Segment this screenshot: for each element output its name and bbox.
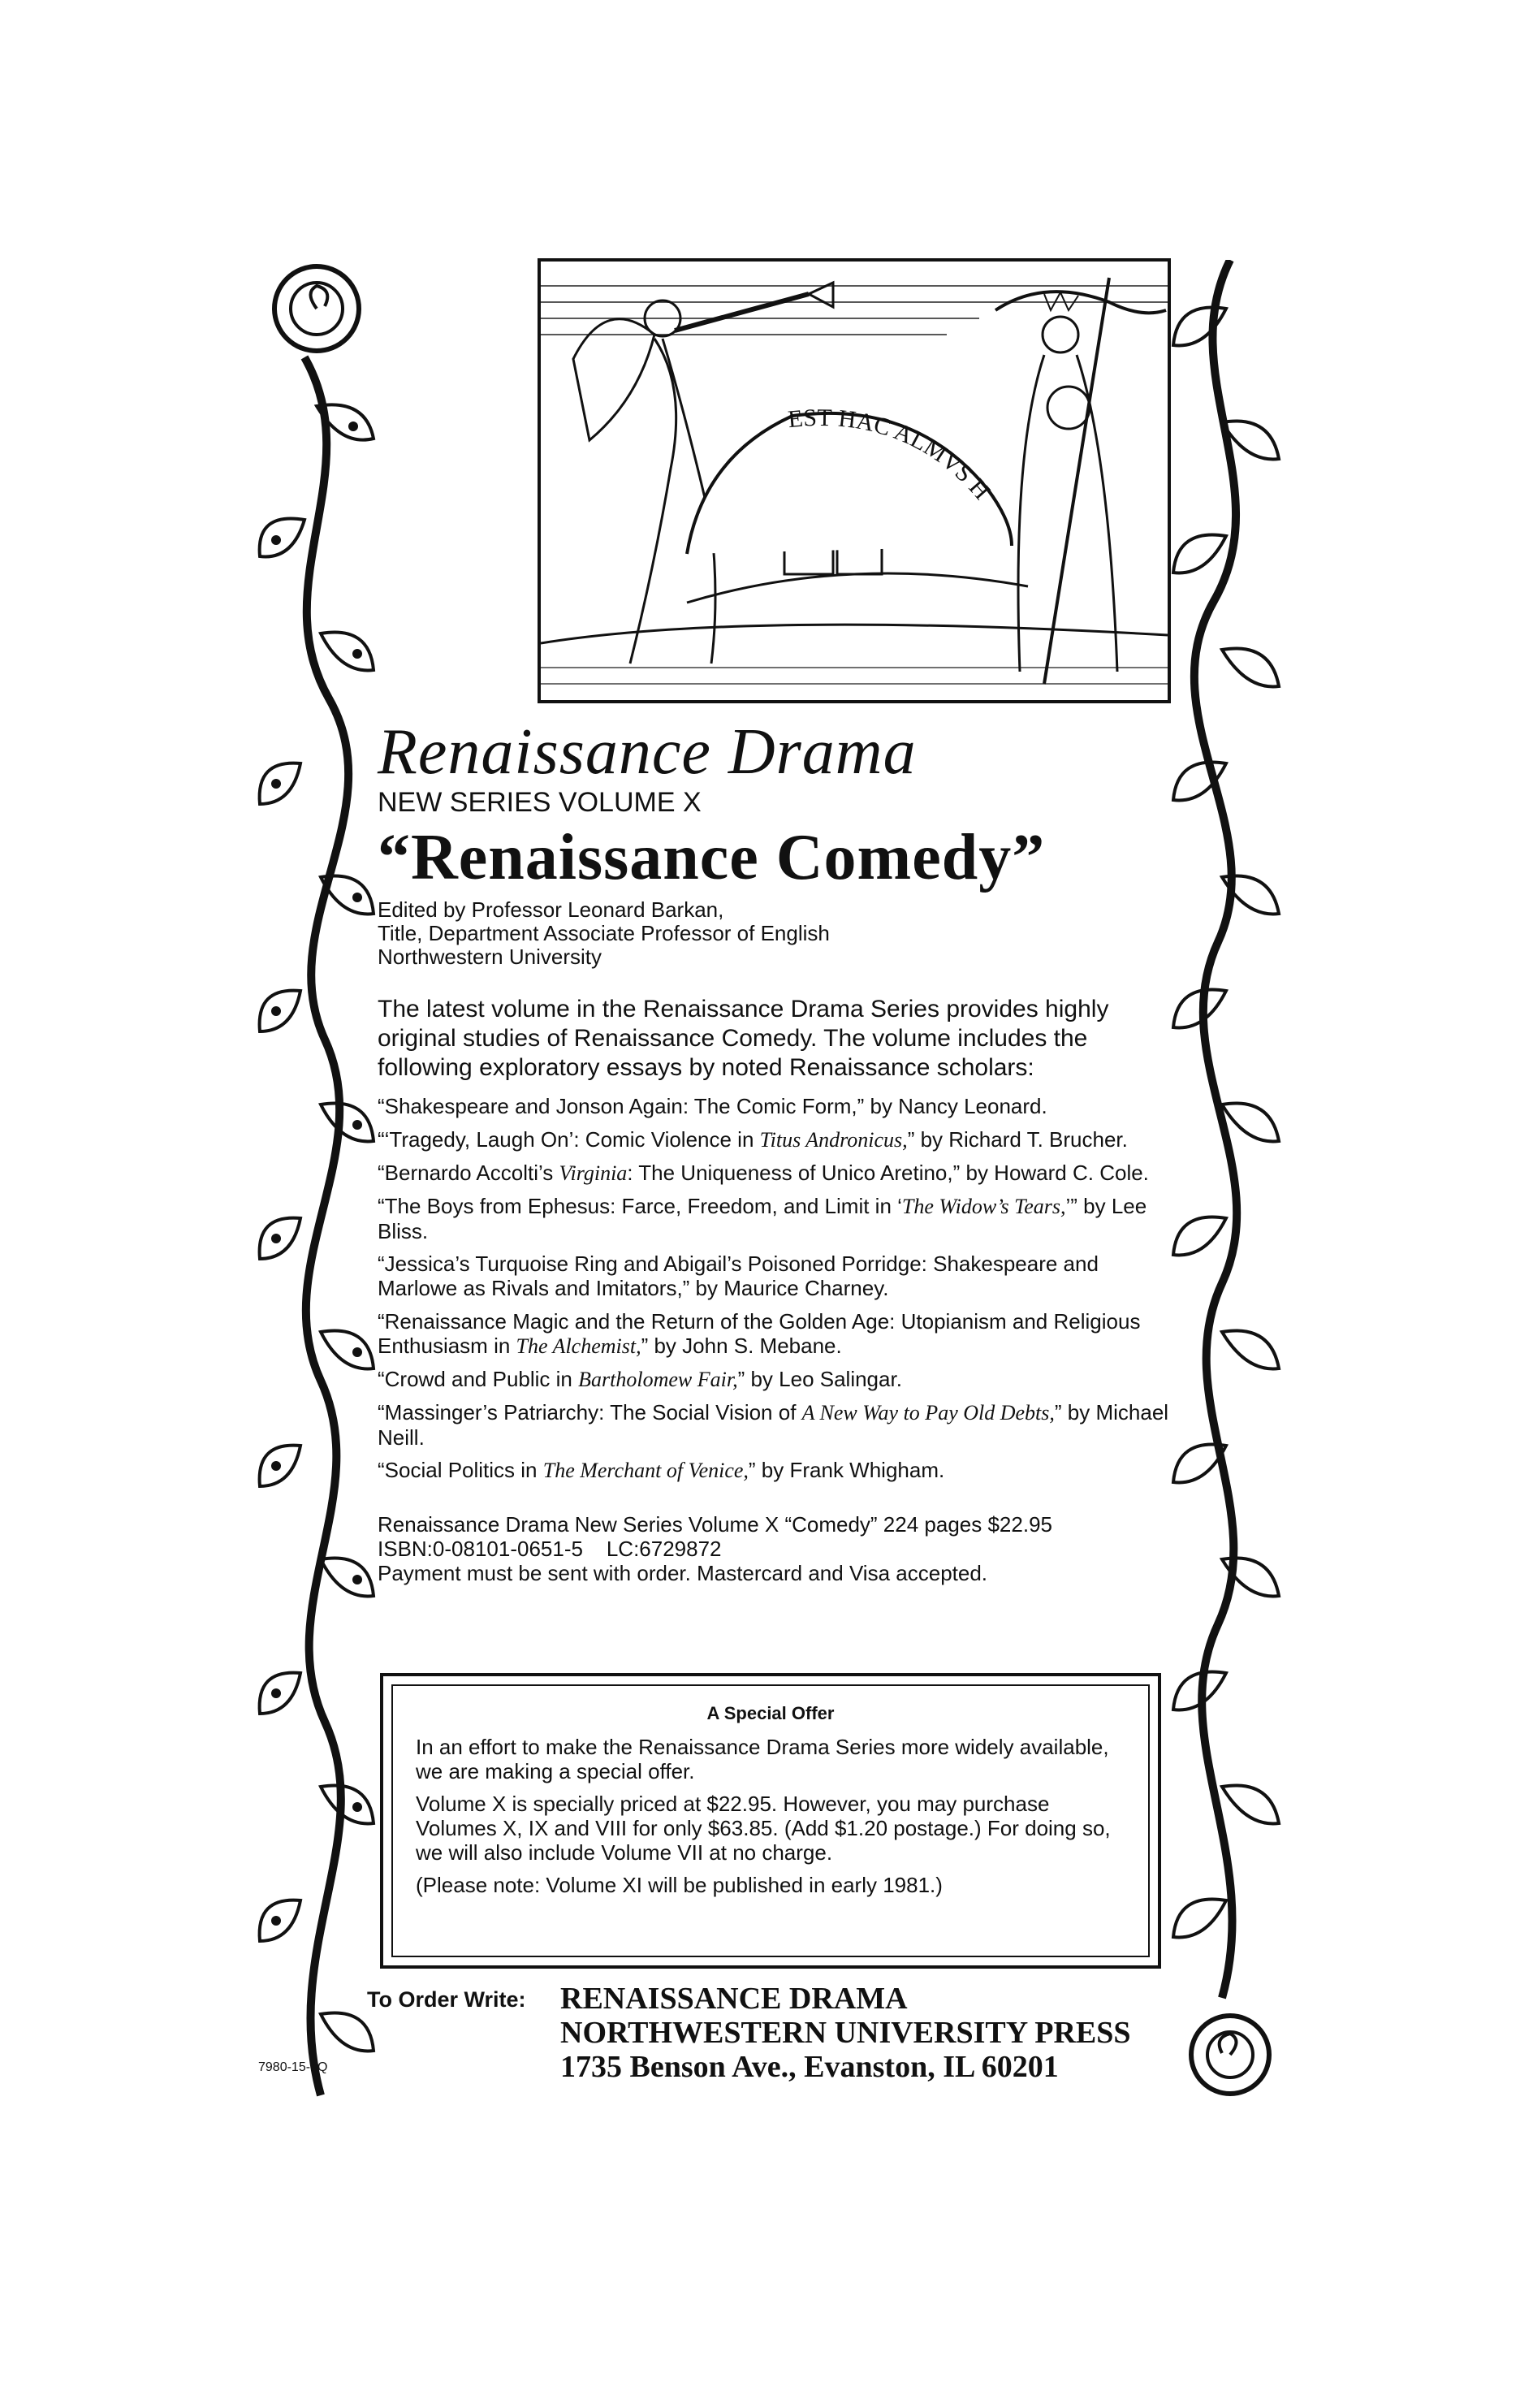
essay-item: “Shakespeare and Jonson Again: The Comic Form,” by Nancy Leonard. — [378, 1094, 1047, 1118]
payment-line: Payment must be sent with order. Mastercard and Visa accepted. — [378, 1561, 988, 1585]
order-address — [560, 1982, 1131, 2084]
goddess-figure — [1018, 278, 1117, 684]
essay-item: “‘Tragedy, Laugh On’: Comic Violence in Titus Andronicus,” by Richard T. Brucher. — [378, 1127, 1128, 1152]
order-label: To Order Write: — [367, 1987, 526, 2012]
right-vine-border — [1165, 260, 1287, 2120]
essay-item: “Jessica’s Turquoise Ring and Abigail’s Poisoned Porridge: Shakespeare and Marlowe as Rivals and Imitators,” by Maurice Charney. — [378, 1252, 1099, 1300]
offer-title: A Special Offer — [706, 1703, 835, 1723]
editor-line: Title, Department Associate Professor of English — [378, 921, 830, 945]
intro-paragraph: The latest volume in the Renaissance Drama Series provides highly original studies of Renaissance Comedy. The volume includes the following exploratory essays by noted Renaissance scholars: — [378, 996, 1109, 1081]
essay-item: “Crowd and Public in Bartholomew Fair,” by Leo Salingar. — [378, 1367, 902, 1391]
isbn-line: ISBN:0-08101-0651-5 LC:6729872 — [378, 1537, 722, 1561]
series-name: Renaissance Drama — [378, 716, 917, 788]
offer-paragraph: Volume X is specially priced at $22.95. However, you may purchase Volumes X, IX and VIII for only $63.85. (Add $1.20 postage.) For doing so, we will also include Volume VII at no charge. — [416, 1792, 1111, 1865]
editor-credits — [378, 898, 1181, 969]
banner-motto: EST HAC ALMVS H — [786, 404, 995, 505]
special-offer-inner-frame — [391, 1684, 1150, 1957]
left-vine-border — [256, 260, 378, 2120]
address-line: 1735 Benson Ave., Evanston, IL 60201 — [560, 2050, 1059, 2084]
address-line: NORTHWESTERN UNIVERSITY PRESS — [560, 2016, 1131, 2050]
special-offer-box — [380, 1673, 1161, 1969]
volume-title: “Renaissance Comedy” — [378, 822, 1046, 893]
essay-list — [378, 1094, 1181, 1483]
woodcut-illustration — [538, 258, 1171, 703]
woodcut-scene — [541, 262, 1168, 700]
main-content — [378, 715, 1181, 1585]
essay-item: “Renaissance Magic and the Return of the Golden Age: Utopianism and Religious Enthusiasm in The Alchemist,” by John S. Mebane. — [378, 1309, 1141, 1358]
price-line: Renaissance Drama New Series Volume X “Comedy” 224 pages $22.95 — [378, 1512, 1052, 1537]
essay-item: “The Boys from Ephesus: Farce, Freedom, and Limit in ‘The Widow’s Tears,’” by Lee Bliss. — [378, 1194, 1147, 1243]
editor-line: Northwestern University — [378, 945, 602, 969]
offer-paragraph: In an effort to make the Renaissance Drama Series more widely available, we are making a special offer. — [416, 1735, 1109, 1783]
series-volume: NEW SERIES VOLUME X — [378, 787, 702, 818]
essay-item: “Massinger’s Patriarchy: The Social Vision of A New Way to Pay Old Debts,” by Michael Neill. — [378, 1400, 1169, 1450]
offer-note: (Please note: Volume XI will be published in early 1981.) — [416, 1873, 943, 1897]
essay-item: “Bernardo Accolti’s Virginia: The Uniqueness of Unico Aretino,” by Howard C. Cole. — [378, 1161, 1149, 1185]
address-line: RENAISSANCE DRAMA — [560, 1982, 908, 2016]
essay-item: “Social Politics in The Merchant of Venice,” by Frank Whigham. — [378, 1458, 945, 1482]
catalog-number: 7980-15-. Q — [258, 2060, 328, 2074]
editor-line: Edited by Professor Leonard Barkan, — [378, 897, 724, 922]
publication-info — [378, 1512, 1181, 1585]
